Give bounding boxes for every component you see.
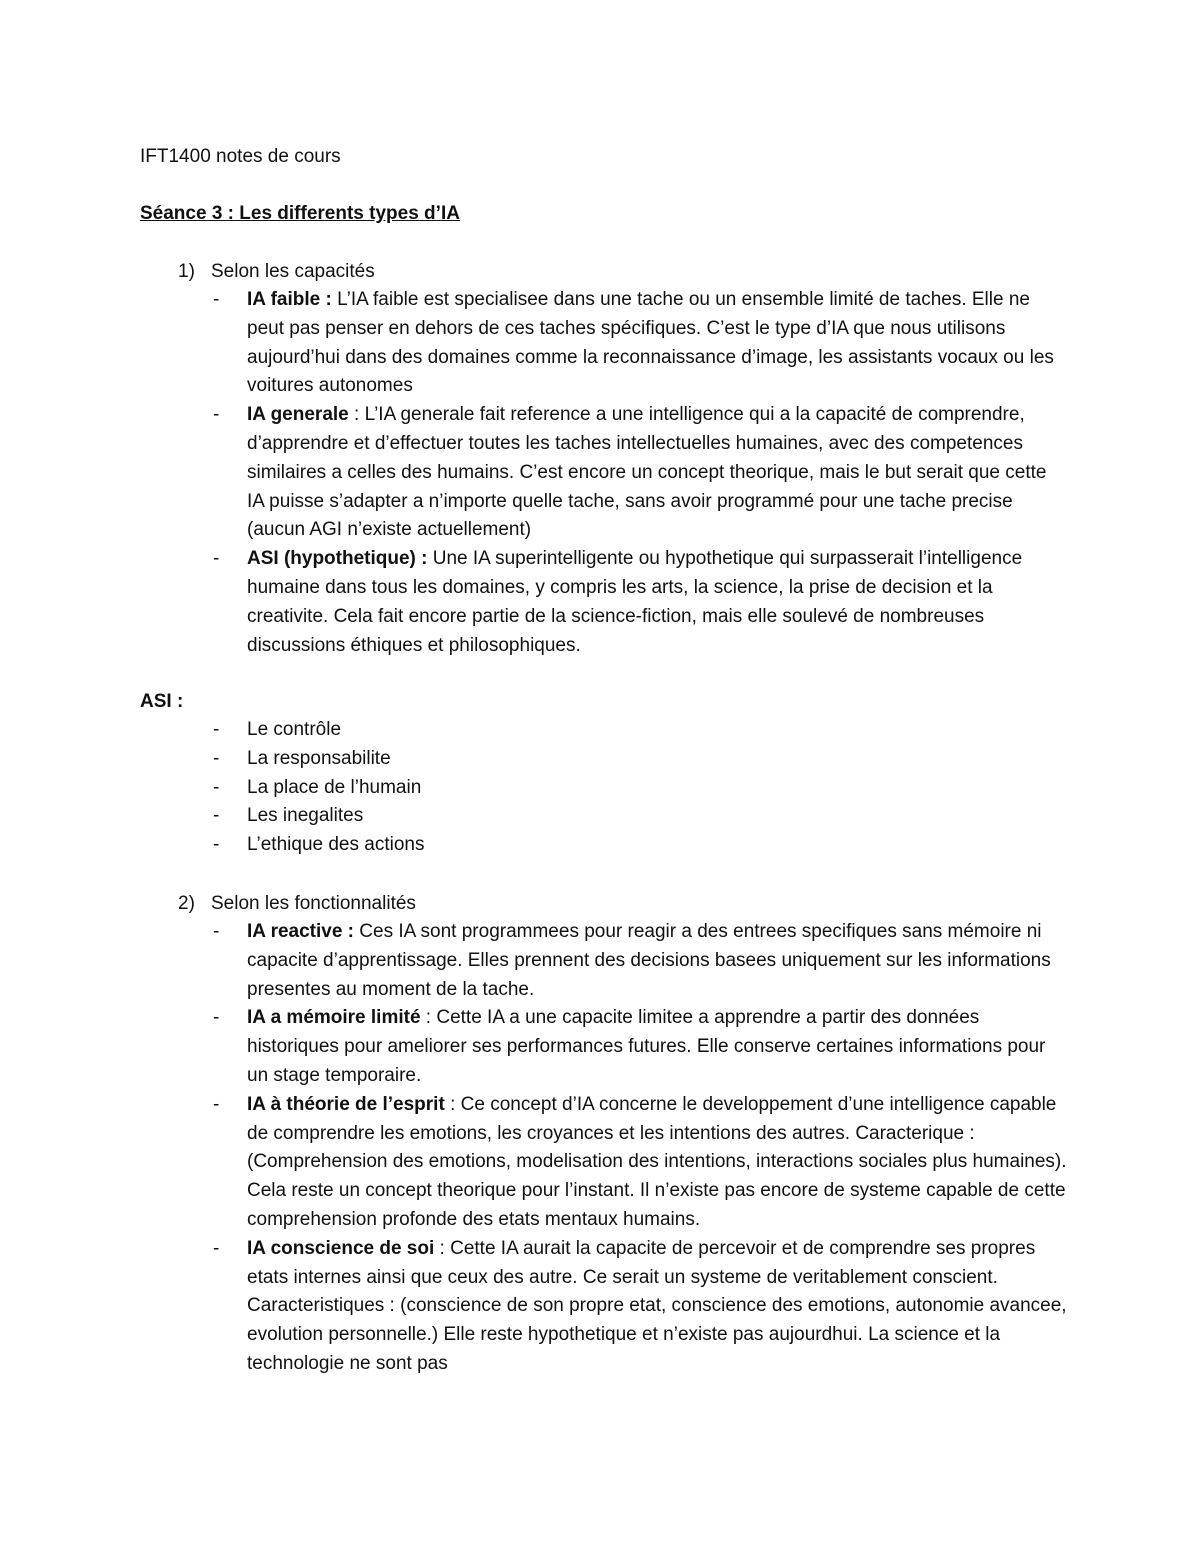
dash-bullet: -: [213, 921, 220, 942]
section-capacites: [0, 258, 1200, 660]
item-text: : L’IA generale fait reference a une intelligence qui a la capacité de comprendre, d’apprendre et d’effectuer toutes les taches intellectuelles humaines, avec des competences similaires a celles des humains. C’est encore un concept theorique, mais le but serait que cette IA puisse s’adapter a n’importe quelle tache, sans avoir programmé pour une tache precise (aucun AGI n’existe actuellement): [247, 404, 1047, 541]
item-text: La responsabilite: [247, 747, 391, 769]
dash-bullet: -: [213, 1093, 220, 1115]
document-title: IFT1400 notes de cours: [140, 146, 341, 167]
list-item-ia-memoire-limite: [0, 1004, 1067, 1090]
bullet-list: [0, 286, 1200, 660]
list-item-asi: [0, 545, 1067, 660]
list-item: [0, 802, 1067, 831]
dash-bullet: -: [213, 404, 220, 426]
section-heading: Séance 3 : Les differents types d’IA: [140, 203, 460, 224]
section-number: 2): [178, 893, 195, 914]
item-text: L’ethique des actions: [247, 834, 425, 856]
item-text: Le contrôle: [247, 719, 342, 740]
item-text: Une IA superintelligente ou hypothetique qui surpasserait l’intelligence humaine dans tous les domaines, y compris les arts, la science, la prise de decision et la creativite. Cela fait encore partie de la science-fiction, mais elle soulevé de nombreuses discussions éthiques et philosophiques.: [247, 548, 1023, 656]
dash-bullet: -: [213, 776, 220, 798]
asi-heading: ASI :: [140, 691, 184, 712]
dash-bullet: -: [213, 1237, 220, 1259]
dash-bullet: -: [213, 805, 220, 827]
item-term: ASI (hypothetique) :: [247, 548, 428, 570]
item-text: : Ce concept d’IA concerne le developpement d’une intelligence capable de comprendre les emotions, les croyances et les intentions des autres. Caracterique : (Comprehension des emotions, modelisation des intentions, interactions sociales plus humaines). Cela reste un concept theorique pour l’instant. Il n’existe pas encore de systeme capable de cette comprehension profonde des etats mentaux humains.: [247, 1093, 1067, 1230]
list-item-ia-generale: [0, 401, 1067, 545]
list-item: [0, 745, 1067, 774]
list-item: [0, 774, 1067, 803]
dash-bullet: -: [213, 747, 220, 769]
item-term: IA à théorie de l’esprit: [247, 1093, 445, 1115]
dash-bullet: -: [213, 719, 220, 740]
list-item-ia-theorie-esprit: [0, 1091, 1067, 1235]
list-item-ia-reactive: [0, 918, 1067, 1004]
bullet-list: [0, 918, 1200, 1379]
list-item: [0, 831, 1067, 860]
item-text: Ces IA sont programmees pour reagir a des entrees specifiques sans mémoire ni capacite d’apprentissage. Elles prennent des decisions basees uniquement sur les informations presentes au moment de la tache.: [247, 921, 1051, 1000]
item-term: IA generale: [247, 404, 349, 426]
item-text: : Cette IA aurait la capacite de percevoir et de comprendre ses propres etats internes ainsi que ceux des autre. Ce serait un systeme de veritablement conscient. Caracteristiques : (conscience de son propre etat, conscience des emotions, autonomie avancee, evolution personnelle.) Elle reste hypothetique et n’existe pas aujourdhui. La science et la technologie ne sont pas: [247, 1237, 1067, 1374]
item-term: IA conscience de soi: [247, 1237, 435, 1259]
item-text: La place de l’humain: [247, 776, 422, 798]
dash-bullet: -: [213, 548, 220, 570]
section-label: Selon les fonctionnalités: [211, 893, 416, 914]
item-term: IA faible :: [247, 289, 332, 310]
dash-bullet: -: [213, 834, 220, 856]
item-term: IA a mémoire limité: [247, 1007, 421, 1029]
asi-list: [0, 716, 1200, 860]
list-item: [0, 716, 1067, 745]
item-term: IA reactive :: [247, 921, 355, 942]
dash-bullet: -: [213, 289, 220, 310]
section-number: 1): [178, 261, 195, 282]
item-text: : Cette IA a une capacite limitee a apprendre a partir des données historiques pour ameliorer ses performances futures. Elle conserve certaines informations pour un stage temporaire.: [247, 1007, 1046, 1086]
list-item-ia-faible: [0, 286, 1067, 401]
section-label: Selon les capacités: [211, 261, 375, 282]
list-item-ia-conscience-soi: [0, 1235, 1067, 1379]
dash-bullet: -: [213, 1007, 220, 1029]
section-fonctionnalites: [0, 890, 1200, 1379]
item-text: L’IA faible est specialisee dans une tache ou un ensemble limité de taches. Elle ne peut pas penser en dehors de ces taches spécifiques. C’est le type d’IA que nous utilisons aujourd’hui dans des domaines comme la reconnaissance d’image, les assistants vocaux ou les voitures autonomes: [247, 289, 1054, 397]
item-text: Les inegalites: [247, 805, 364, 827]
